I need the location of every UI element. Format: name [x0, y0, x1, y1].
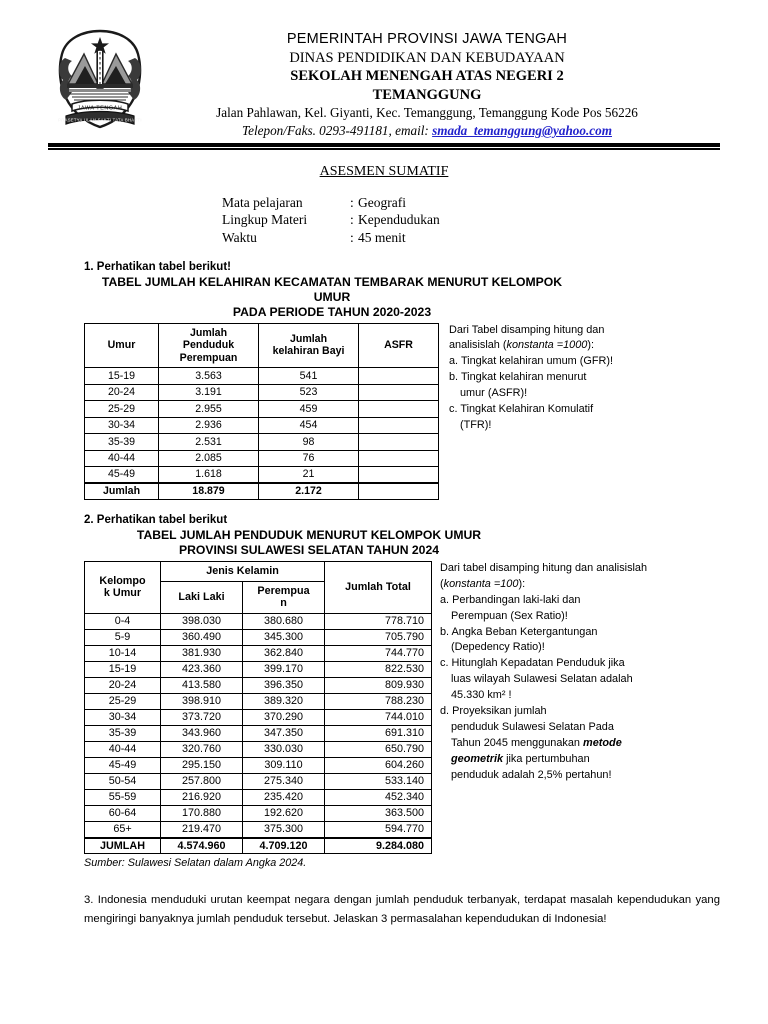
table-row	[85, 662, 432, 678]
th-pp-l3: Perempuan	[179, 351, 238, 364]
cell-perempuan: 370.290	[243, 710, 325, 726]
th-umur-l1: Umur	[107, 339, 136, 352]
q2-item-a	[440, 593, 720, 625]
cell-laki: 398.910	[161, 694, 243, 710]
cell-asfr	[359, 384, 439, 401]
table-1-th-penduduk-perempuan	[159, 323, 259, 368]
table-row	[85, 806, 432, 822]
cell-kelahiran: 459	[259, 401, 359, 418]
cell-total-laki: 4.574.960	[161, 838, 243, 854]
q1-prompt-post: ):	[587, 339, 595, 352]
q1-item-a-marker: a.	[449, 355, 459, 368]
cell-kelompok: 0-4	[85, 614, 161, 630]
cell-total: 744.010	[325, 710, 432, 726]
table-2-th-jenis-kelamin: Jenis Kelamin	[161, 561, 325, 581]
question-2-body	[84, 561, 720, 870]
cell-kelahiran: 76	[259, 450, 359, 467]
letterhead-line-4: TEMANGGUNG	[372, 86, 482, 103]
meta-label-scope: Lingkup Materi	[222, 212, 308, 228]
cell-perempuan: 330.030	[243, 742, 325, 758]
cell-asfr	[359, 368, 439, 385]
cell-total: 744.770	[325, 646, 432, 662]
table-1-title-line-1: TABEL JUMLAH KELAHIRAN KECAMATAN TEMBARAK MENURUT KELOMPOK UMUR	[101, 274, 563, 304]
q2-item-a-marker: a.	[440, 593, 450, 606]
cell-kelompok: 45-49	[85, 758, 161, 774]
q2-item-c-marker: c.	[440, 657, 449, 670]
meta-sep-scope: :	[350, 212, 354, 228]
page-title	[0, 164, 768, 180]
cell-perempuan: 375.300	[243, 822, 325, 838]
cell-laki: 170.880	[161, 806, 243, 822]
table-2-header-row-1	[85, 561, 432, 581]
table-row	[85, 822, 432, 838]
q2-item-d-line-3: Tahun 2045 menggunakan metode	[451, 736, 622, 749]
cell-kelompok: 50-54	[85, 774, 161, 790]
q1-item-a	[449, 354, 720, 370]
q2-item-d-line-4: geometrik jika pertumbuhan	[451, 752, 590, 765]
meta-label-duration: Waktu	[222, 230, 257, 246]
table-2-source: Sumber: Sulawesi Selatan dalam Angka 2024.	[84, 857, 307, 870]
letterhead-line-1: PEMERINTAH PROVINSI JAWA TENGAH	[286, 31, 568, 47]
question-3-paragraph: 3. Indonesia menduduki urutan keempat negara dengan jumlah penduduk terbanyak, terdapat masalah kependudukan yang mengiringi banyaknya jumlah penduduk tersebut. Jelaskan 3 permasalahan kependudukan di Indonesia!	[84, 894, 720, 925]
q2-item-d-line-5: penduduk adalah 2,5% pertahun!	[451, 768, 612, 781]
cell-perempuan: 380.680	[243, 614, 325, 630]
table-row	[85, 384, 439, 401]
cell-total-asfr	[359, 483, 439, 500]
cell-perempuan: 2.936	[159, 417, 259, 434]
cell-kelompok: 15-19	[85, 662, 161, 678]
cell-perempuan: 396.350	[243, 678, 325, 694]
q1-item-a-text: Tingkat kelahiran umum (GFR)!	[460, 355, 614, 368]
logo-wrap	[48, 26, 152, 132]
jawa-tengah-provincial-emblem-icon	[52, 28, 148, 132]
cell-perempuan: 1.618	[159, 467, 259, 484]
q2-item-c	[440, 656, 720, 704]
cell-total-perempuan: 18.879	[159, 483, 259, 500]
table-row	[85, 450, 439, 467]
cell-laki: 360.490	[161, 630, 243, 646]
table-1-kelahiran	[84, 323, 439, 501]
cell-laki: 219.470	[161, 822, 243, 838]
meta-row-duration	[222, 229, 768, 247]
table-row	[85, 758, 432, 774]
q2-item-d-marker: d.	[440, 705, 450, 718]
svg-text:JAWA TENGAH: JAWA TENGAH	[77, 105, 123, 112]
q1-item-b-cont: umur (ASFR)!	[460, 387, 528, 400]
cell-kelompok: 30-34	[85, 710, 161, 726]
cell-total: 822.530	[325, 662, 432, 678]
meta-value-duration: 45 menit	[358, 230, 406, 246]
table-row	[85, 774, 432, 790]
cell-asfr	[359, 450, 439, 467]
cell-perempuan: 2.531	[159, 434, 259, 451]
q1-item-b-text: Tingkat kelahiran menurut	[460, 371, 587, 384]
cell-kelompok: 5-9	[85, 630, 161, 646]
q2-item-a-line-1: Perbandingan laki-laki dan	[452, 593, 581, 606]
cell-laki: 423.360	[161, 662, 243, 678]
table-2-th-laki-laki: Laki Laki	[161, 581, 243, 613]
cell-perempuan: 235.420	[243, 790, 325, 806]
cell-kelahiran: 541	[259, 368, 359, 385]
cell-asfr	[359, 417, 439, 434]
cell-umur: 20-24	[85, 384, 159, 401]
q2-geometrik-bold: geometrik	[451, 752, 504, 765]
cell-total: 691.310	[325, 726, 432, 742]
cell-kelompok: 10-14	[85, 646, 161, 662]
cell-laki: 216.920	[161, 790, 243, 806]
exam-meta-list	[222, 194, 768, 247]
email-link[interactable]: smada_temanggung@yahoo.com	[432, 123, 612, 138]
cell-total: 650.790	[325, 742, 432, 758]
q1-prompt-line-2	[449, 338, 720, 354]
cell-umur: 15-19	[85, 368, 159, 385]
table-2-th-kelompok-umur	[85, 561, 161, 613]
q2-item-c-line-1: Hitunglah Kepadatan Penduduk jika	[451, 657, 625, 670]
table-row	[85, 614, 432, 630]
cell-total-jumlah: 9.284.080	[325, 838, 432, 854]
cell-total: 604.260	[325, 758, 432, 774]
cell-laki: 413.580	[161, 678, 243, 694]
cell-kelompok: 35-39	[85, 726, 161, 742]
letterhead	[0, 0, 768, 140]
question-2-prompt	[432, 561, 720, 784]
th-pr-l2: n	[280, 597, 287, 610]
cell-laki: 343.960	[161, 726, 243, 742]
cell-laki: 373.720	[161, 710, 243, 726]
q1-item-c	[449, 402, 720, 434]
q1-prompt-konstanta: konstanta =1000	[506, 339, 588, 352]
cell-total-label: Jumlah	[85, 483, 159, 500]
letterhead-contact-prefix: Telepon/Faks. 0293-491181, email:	[242, 123, 433, 138]
cell-total: 809.930	[325, 678, 432, 694]
cell-kelompok: 60-64	[85, 806, 161, 822]
meta-row-scope	[222, 211, 768, 229]
q1-item-b	[449, 370, 720, 402]
cell-perempuan: 3.191	[159, 384, 259, 401]
cell-asfr	[359, 467, 439, 484]
table-row	[85, 710, 432, 726]
table-2-title	[84, 528, 720, 558]
cell-asfr	[359, 434, 439, 451]
meta-label-subject: Mata pelajaran	[222, 194, 303, 210]
th-pr-l1: Perempua	[257, 584, 310, 597]
q2-prompt-pre: (	[440, 577, 444, 590]
cell-kelahiran: 98	[259, 434, 359, 451]
q2-prompt-post: ):	[518, 577, 526, 590]
table-2-wrap	[84, 561, 432, 870]
cell-total: 533.140	[325, 774, 432, 790]
table-row	[85, 790, 432, 806]
cell-total: 788.230	[325, 694, 432, 710]
cell-umur: 40-44	[85, 450, 159, 467]
q2-metode-bold: metode	[583, 736, 622, 749]
cell-total: 778.710	[325, 614, 432, 630]
letterhead-contact	[152, 122, 702, 140]
table-2-total-row	[85, 838, 432, 854]
table-1-total-row	[85, 483, 439, 500]
table-1-th-kelahiran-bayi	[259, 323, 359, 368]
cell-umur: 35-39	[85, 434, 159, 451]
table-row	[85, 694, 432, 710]
q2-item-c-line-2: luas wilayah Sulawesi Selatan adalah	[451, 673, 633, 686]
table-row	[85, 726, 432, 742]
letterhead-text	[152, 26, 720, 140]
cell-perempuan: 2.085	[159, 450, 259, 467]
cell-perempuan: 2.955	[159, 401, 259, 418]
table-1-th-asfr	[359, 323, 439, 368]
table-row	[85, 646, 432, 662]
cell-kelompok: 65+	[85, 822, 161, 838]
cell-kelompok: 40-44	[85, 742, 161, 758]
q2-item-a-line-2: Perempuan (Sex Ratio)!	[451, 609, 568, 622]
q1-prompt-line-1: Dari Tabel disamping hitung dan	[449, 323, 605, 336]
cell-perempuan: 389.320	[243, 694, 325, 710]
cell-total: 594.770	[325, 822, 432, 838]
th-pp-l2: Penduduk	[182, 339, 235, 352]
cell-perempuan: 362.840	[243, 646, 325, 662]
question-2-section	[0, 514, 768, 869]
header-divider	[48, 143, 720, 150]
q2-item-b	[440, 625, 720, 657]
meta-sep-subject: :	[350, 194, 354, 210]
cell-asfr	[359, 401, 439, 418]
table-2-penduduk	[84, 561, 432, 855]
cell-kelahiran: 21	[259, 467, 359, 484]
cell-total: 705.790	[325, 630, 432, 646]
table-1-th-umur	[85, 323, 159, 368]
th-ku-l1: Kelompo	[99, 574, 146, 587]
question-1-prompt	[439, 323, 720, 434]
cell-kelompok: 25-29	[85, 694, 161, 710]
question-1-body	[84, 323, 720, 501]
cell-kelahiran: 523	[259, 384, 359, 401]
table-row	[85, 630, 432, 646]
table-1-title	[84, 275, 720, 320]
cell-total-kelahiran: 2.172	[259, 483, 359, 500]
cell-total: 452.340	[325, 790, 432, 806]
letterhead-line-2: DINAS PENDIDIKAN DAN KEBUDAYAAN	[289, 49, 565, 66]
th-pp-l1: Jumlah	[189, 326, 228, 339]
th-kb-l1: Jumlah	[289, 332, 328, 345]
q2-item-d-line-2: penduduk Sulawesi Selatan Pada	[451, 721, 614, 734]
table-2-th-perempuan	[243, 581, 325, 613]
table-1-header-row	[85, 323, 439, 368]
cell-perempuan: 399.170	[243, 662, 325, 678]
q1-item-c-text: Tingkat Kelahiran Komulatif	[460, 403, 594, 416]
table-row	[85, 368, 439, 385]
th-ku-l2: k Umur	[103, 587, 142, 600]
meta-value-subject: Geografi	[358, 194, 406, 210]
q2-item-b-line-1: Angka Beban Ketergantungan	[451, 625, 598, 638]
th-asfr-l1: ASFR	[384, 339, 413, 352]
table-row	[85, 678, 432, 694]
cell-laki: 320.760	[161, 742, 243, 758]
q1-item-c-cont: (TFR)!	[460, 419, 492, 432]
question-2-lead: 2. Perhatikan tabel berikut	[84, 514, 228, 527]
q2-item-c-line-3: 45.330 km² !	[451, 689, 512, 702]
cell-umur: 25-29	[85, 401, 159, 418]
q2-item-b-marker: b.	[440, 625, 450, 638]
page-title-text: ASESMEN SUMATIF	[319, 163, 449, 179]
cell-total-label: JUMLAH	[85, 838, 161, 854]
meta-sep-duration: :	[350, 230, 354, 246]
letterhead-address: Jalan Pahlawan, Kel. Giyanti, Kec. Temanggung, Temanggung Kode Pos 56226	[216, 105, 638, 121]
q1-prompt-pre: analisislah (	[449, 339, 507, 352]
cell-perempuan: 192.620	[243, 806, 325, 822]
table-2-title-line-1: TABEL JUMLAH PENDUDUK MENURUT KELOMPOK UMUR	[136, 528, 482, 543]
q1-item-c-marker: c.	[449, 403, 458, 416]
cell-perempuan: 275.340	[243, 774, 325, 790]
cell-umur: 45-49	[85, 467, 159, 484]
cell-kelompok: 55-59	[85, 790, 161, 806]
table-row	[85, 467, 439, 484]
table-1-title-line-2: PADA PERIODE TAHUN 2020-2023	[232, 304, 432, 319]
q2-prompt-line-1: Dari tabel disamping hitung dan analisislah	[440, 561, 648, 574]
q2-prompt-line-2	[440, 577, 720, 593]
th-kb-l2: kelahiran Bayi	[272, 345, 345, 358]
cell-laki: 381.930	[161, 646, 243, 662]
meta-value-scope: Kependudukan	[358, 212, 440, 228]
cell-laki: 257.800	[161, 774, 243, 790]
meta-row-subject	[222, 194, 768, 212]
table-2-th-jumlah-total: Jumlah Total	[325, 561, 432, 613]
q2-item-d-line-1: Proyeksikan jumlah	[452, 705, 547, 718]
cell-laki: 295.150	[161, 758, 243, 774]
q2-prompt-konstanta: konstanta =100	[443, 577, 519, 590]
table-2-title-line-2: PROVINSI SULAWESI SELATAN TAHUN 2024	[178, 542, 440, 557]
cell-total-perempuan: 4.709.120	[243, 838, 325, 854]
question-1-section	[0, 261, 768, 500]
question-1-lead: 1. Perhatikan tabel berikut!	[84, 260, 231, 273]
cell-kelompok: 20-24	[85, 678, 161, 694]
q1-item-b-marker: b.	[449, 371, 459, 384]
divider-thin-line	[48, 148, 720, 149]
table-row	[85, 401, 439, 418]
cell-umur: 30-34	[85, 417, 159, 434]
q2-item-b-line-2: (Depedency Ratio)!	[451, 641, 545, 654]
q2-item-d	[440, 704, 720, 784]
svg-text:PRASETYA ULAH SAKTI TATA BHAKT: PRASETYA ULAH SAKTI TATA BHAKTI	[58, 117, 142, 123]
cell-laki: 398.030	[161, 614, 243, 630]
letterhead-line-3: SEKOLAH MENENGAH ATAS NEGERI 2	[290, 68, 564, 85]
cell-total: 363.500	[325, 806, 432, 822]
cell-perempuan: 347.350	[243, 726, 325, 742]
cell-kelahiran: 454	[259, 417, 359, 434]
table-row	[85, 742, 432, 758]
cell-perempuan: 309.110	[243, 758, 325, 774]
cell-perempuan: 345.300	[243, 630, 325, 646]
cell-perempuan: 3.563	[159, 368, 259, 385]
table-row	[85, 434, 439, 451]
table-row	[85, 417, 439, 434]
